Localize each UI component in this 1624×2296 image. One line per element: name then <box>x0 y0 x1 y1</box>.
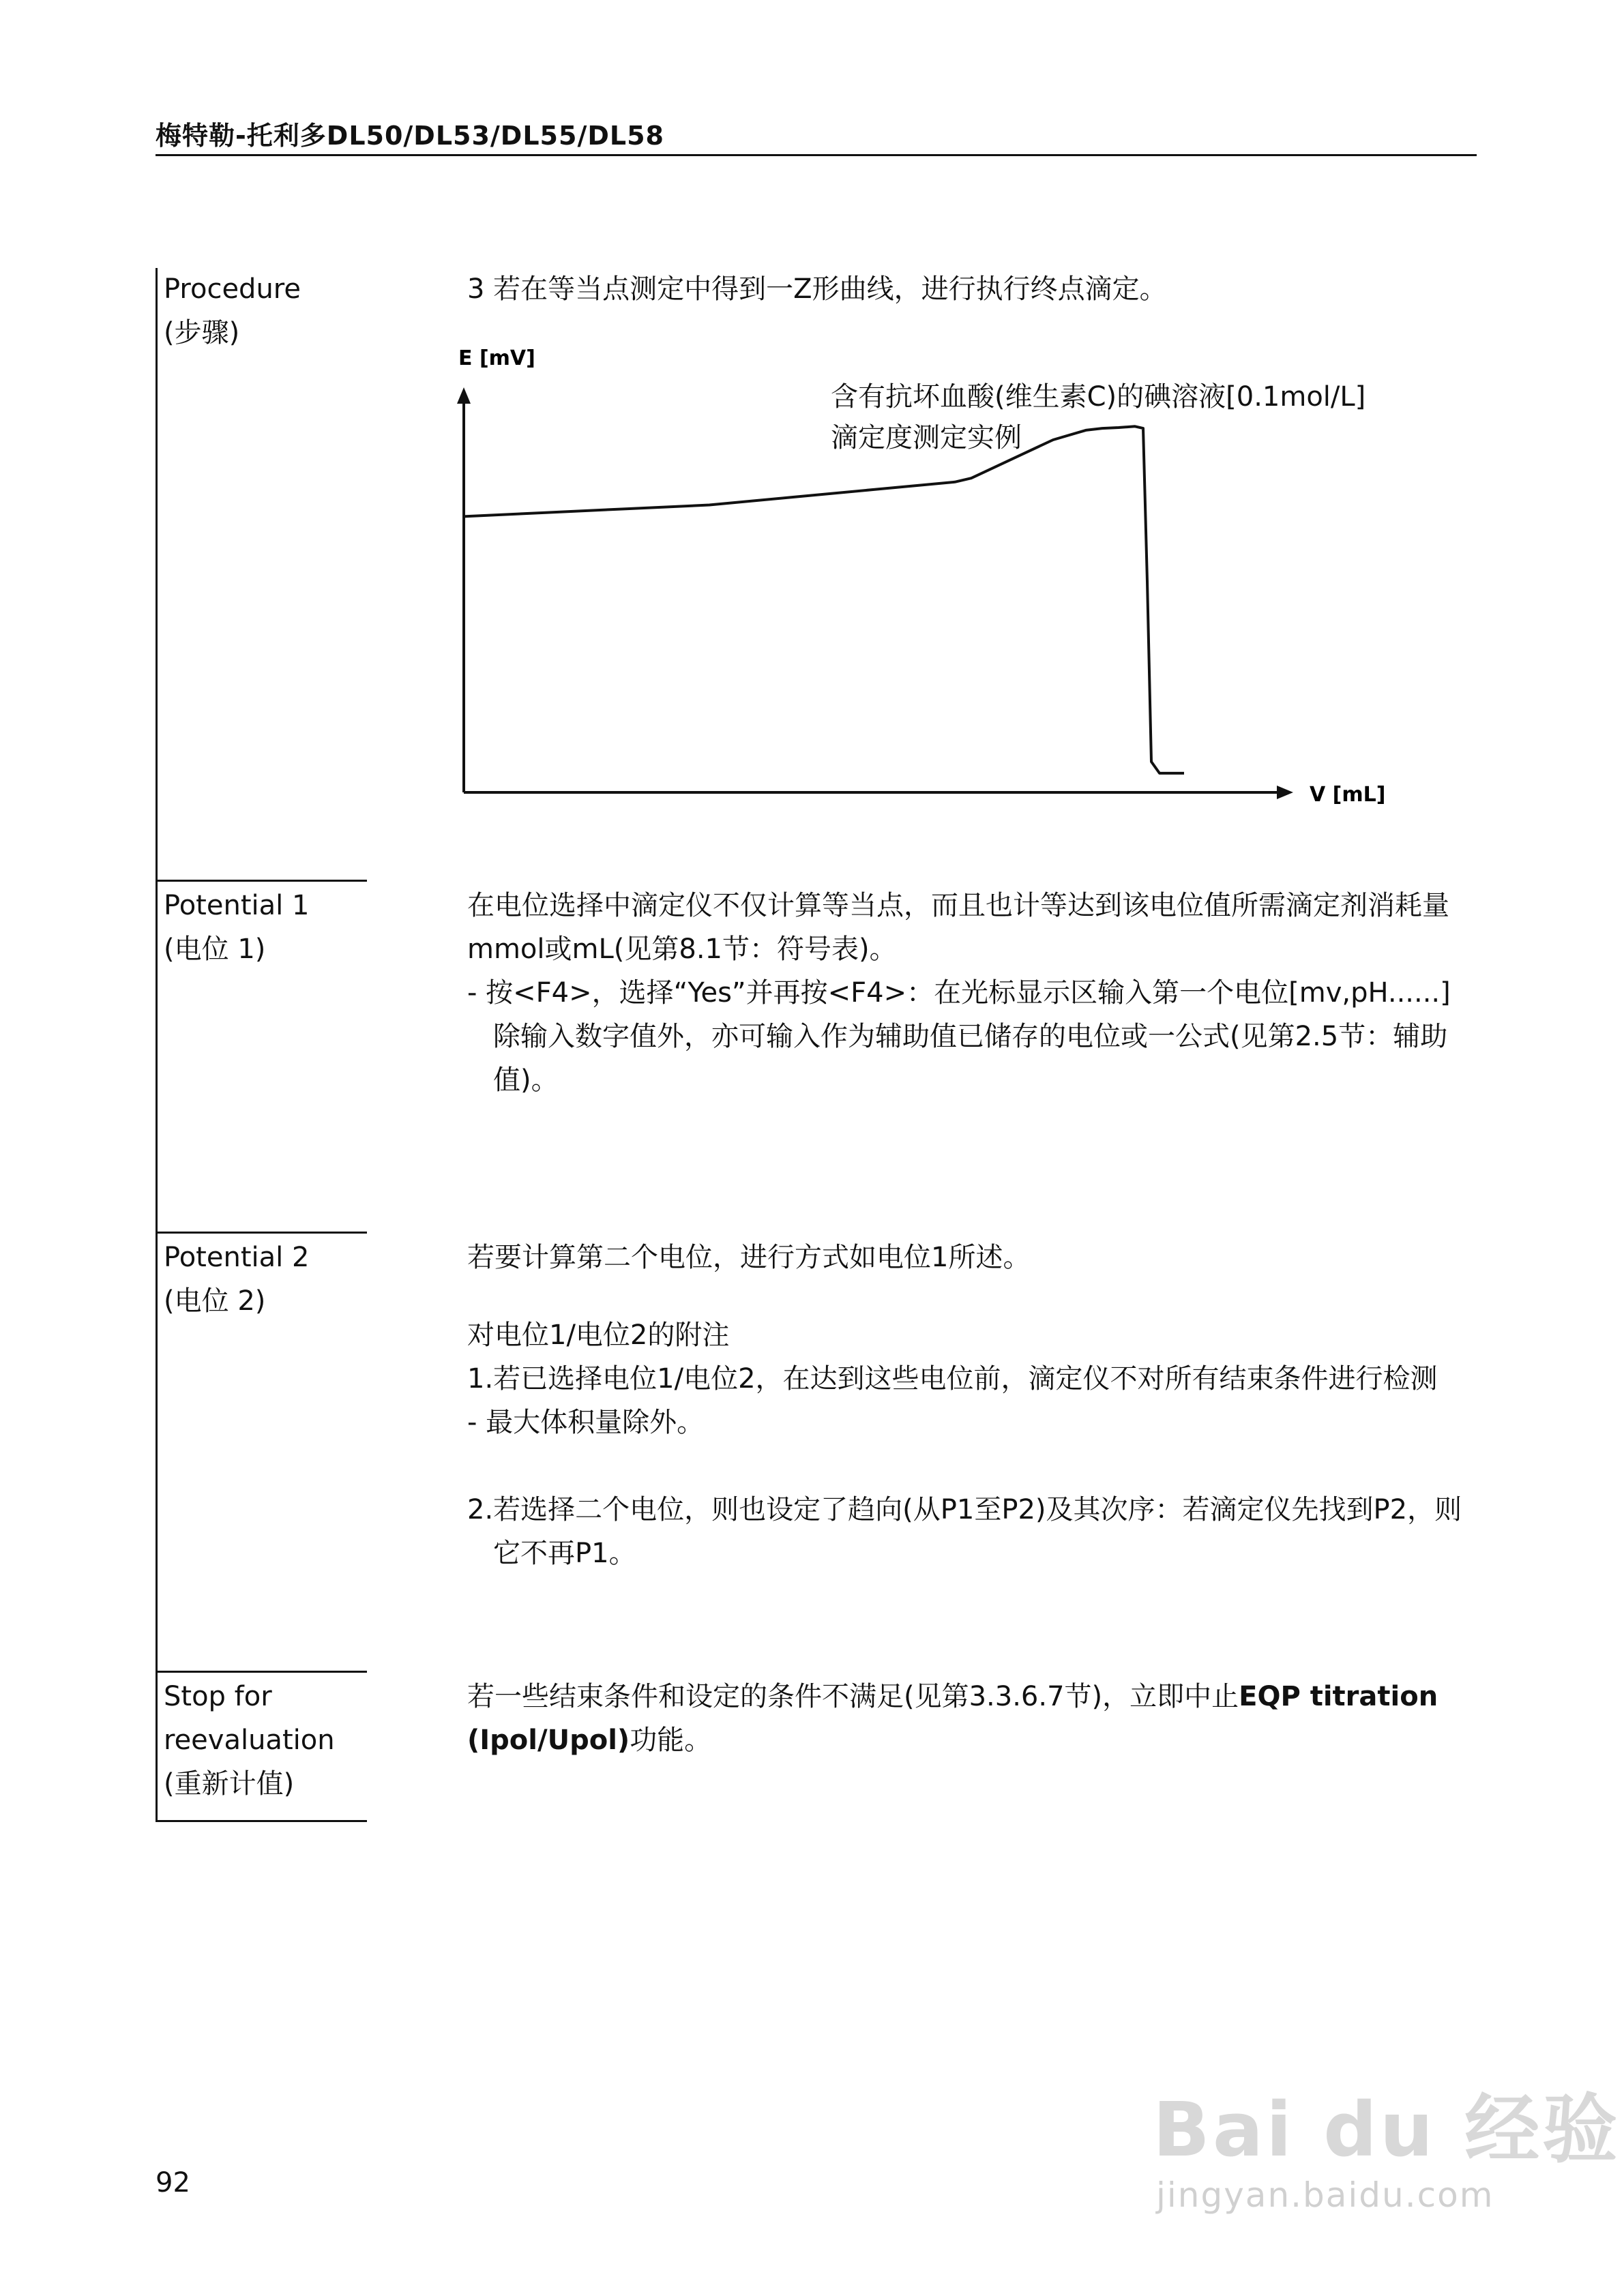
stop-paragraph <box>467 1675 1477 1762</box>
stop-text-before: 若一些结束条件和设定的条件不满足(见第3.3.6.7节)，立即中止 <box>467 1681 1239 1712</box>
stop-text-after: 功能。 <box>630 1725 712 1756</box>
potential-note-2: 2.若选择二个电位，则也设定了趋向(从P1至P2)及其次序：若滴定仪先找到P2，则它不再P1。 <box>467 1494 1462 1569</box>
section-label-stop: Stop for reevaluation (重新计值) <box>164 1681 335 1800</box>
potential-note-exception: - 最大体积量除外。 <box>467 1407 705 1438</box>
procedure-line: 3 若在等当点测定中得到一Z形曲线，进行执行终点滴定。 <box>467 273 1167 305</box>
section-label-potential-2: Potential 2 (电位 2) <box>164 1242 310 1317</box>
potential-2-paragraph: 若要计算第二个电位，进行方式如电位1所述。 <box>467 1242 1031 1273</box>
titration-chart <box>0 0 1624 886</box>
potential-1-text <box>467 884 1477 1102</box>
x-axis-arrow <box>1277 786 1293 799</box>
potential-note-title: 对电位1/电位2的附注 <box>467 1320 730 1351</box>
header-title: 梅特勒-托利多DL50/DL53/DL55/DL58 <box>156 121 664 151</box>
y-axis-arrow <box>457 387 471 404</box>
section-divider <box>156 1232 367 1234</box>
section-divider <box>156 1671 367 1673</box>
stop-function-name: EQP titration (Ipol/Upol) <box>467 1681 1438 1756</box>
y-axis-label: E [mV] <box>458 346 535 370</box>
watermark-url: jingyan.baidu.com <box>1156 2175 1494 2215</box>
potential-2-text <box>467 1236 1477 1575</box>
section-label-procedure: Procedure (步骤) <box>164 273 301 348</box>
potential-note-1: 1.若已选择电位1/电位2，在达到这些电位前，滴定仪不对所有结束条件进行检测 <box>467 1363 1438 1395</box>
stop-text <box>467 1675 1477 1762</box>
chart-title: 含有抗坏血酸(维生素C)的碘溶液[0.1mol/L] 滴定度测定实例 <box>831 381 1366 453</box>
section-label-potential-1: Potential 1 (电位 1) <box>164 890 310 965</box>
potential-1-instruction: - 按<F4>，选择“Yes”并再按<F4>：在光标显示区输入第一个电位[mv,pH......]除输入数字值外，亦可输入作为辅助值已储存的电位或一公式(见第2.5节：辅助值)。 <box>467 977 1451 1096</box>
x-axis-label: V [mL] <box>1310 783 1386 807</box>
watermark-logo: Bai du 经验 <box>1153 2086 1621 2173</box>
section-divider <box>156 1820 367 1822</box>
series-line <box>464 426 1184 773</box>
potential-1-paragraph: 在电位选择中滴定仪不仅计算等当点，而且也计等达到该电位值所需滴定剂消耗量mmol或mL(见第8.1节：符号表)。 <box>467 890 1449 965</box>
page-number: 92 <box>156 2167 190 2198</box>
